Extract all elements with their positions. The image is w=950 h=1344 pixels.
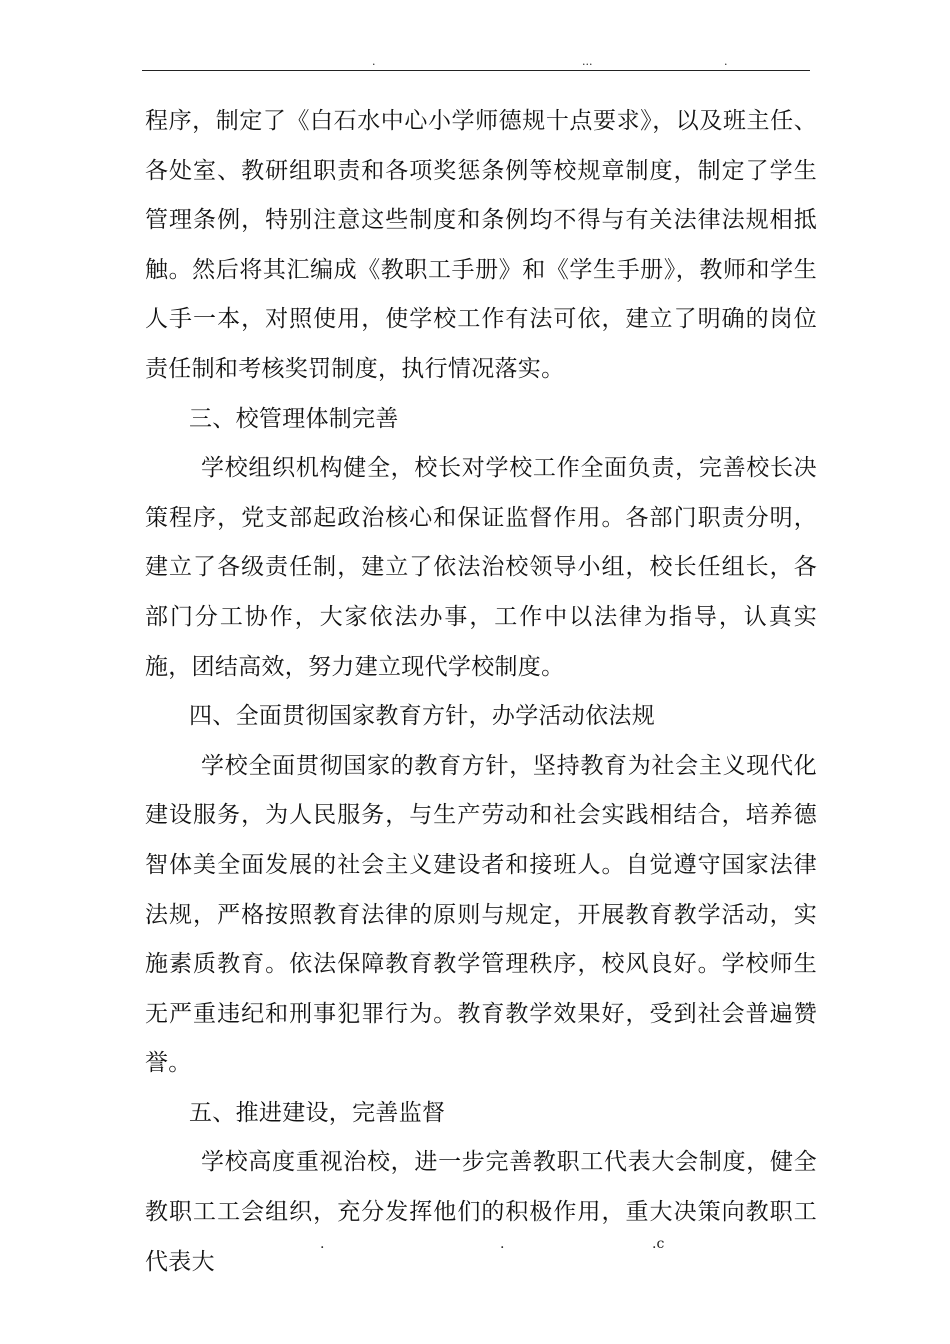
- section-heading-3: 三、校管理体制完善: [189, 405, 399, 432]
- header-rule: [142, 70, 810, 71]
- footer-mark-right: .c: [652, 1236, 665, 1252]
- section-heading-4: 四、全面贯彻国家教育方针，办学活动依法规: [189, 703, 655, 730]
- paragraph-section-4: 学校全面贯彻国家的教育方针，坚持教育为社会主义现代化建设服务，为人民服务，与生产劳动和社会实践相结合，培养德智体美全面发展的社会主义建设者和接班人。自觉遵守国家法律法规，严格按照教育法律的原则与规定，开展教育教学活动，实施素质教育。依法保障教育教学管理秩序，校风良好。学校师生无严重违纪和刑事犯罪行为。教育教学效果好，受到社会普遍赞誉。: [145, 752, 817, 1077]
- paragraph-section-5: 学校高度重视治校，进一步完善教职工代表大会制度，健全教职工工会组织，充分发挥他们的积极作用，重大决策向教职工代表大: [145, 1149, 817, 1275]
- header-mark-center: ...: [582, 55, 593, 68]
- header-mark-left: .: [372, 55, 376, 68]
- footer-mark-center: .: [500, 1236, 505, 1252]
- footer-mark-left: .: [320, 1236, 325, 1252]
- paragraph-section-3: 学校组织机构健全，校长对学校工作全面负责，完善校长决策程序，党支部起政治核心和保证监督作用。各部门职责分明，建立了各级责任制，建立了依法治校领导小组，校长任组长，各部门分工协作，大家依法办事，工作中以法律为指导，认真实施，团结高效，努力建立现代学校制度。: [145, 455, 817, 680]
- section-heading-5: 五、推进建设，完善监督: [189, 1099, 446, 1126]
- paragraph-continuation: 程序，制定了《白石水中心小学师德规十点要求》，以及班主任、各处室、教研组职责和各项奖惩条例等校规章制度，制定了学生管理条例，特别注意这些制度和条例均不得与有关法律法规相抵触。然后将其汇编成《教职工手册》和《学生手册》，教师和学生人手一本，对照使用，使学校工作有法可依，建立了明确的岗位责任制和考核奖罚制度，执行情况落实。: [145, 108, 817, 382]
- document-body: [145, 97, 817, 1287]
- header-mark-right: .: [724, 55, 728, 68]
